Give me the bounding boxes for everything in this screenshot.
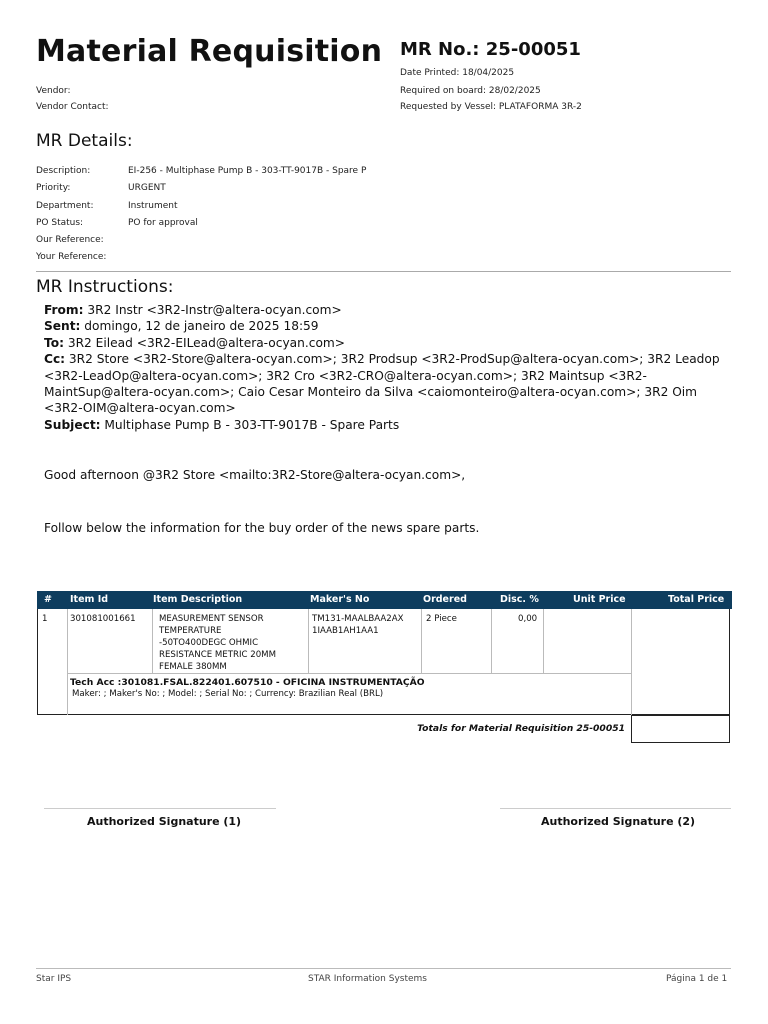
description-line: MEASUREMENT SENSOR bbox=[159, 614, 264, 624]
signature-label-1: Authorized Signature (1) bbox=[87, 815, 242, 828]
row-divider bbox=[67, 673, 631, 674]
row-disc: 0,00 bbox=[518, 614, 538, 624]
requested-by-vessel: Requested by Vessel: PLATAFORMA 3R-2 bbox=[400, 102, 582, 112]
col-divider bbox=[543, 609, 544, 673]
email-sent bbox=[44, 318, 734, 334]
detail-value-description: EI-256 - Multiphase Pump B - 303-TT-9017B - Spare P bbox=[128, 166, 367, 176]
description-line: TEMPERATURE bbox=[159, 626, 222, 636]
to-label: To: bbox=[44, 335, 64, 350]
col-divider bbox=[152, 609, 153, 673]
description-line: FEMALE 380MM bbox=[159, 662, 227, 672]
row-item-id: 301081001661 bbox=[70, 614, 136, 624]
mr-instructions-heading: MR Instructions: bbox=[36, 277, 174, 297]
items-table-header bbox=[37, 591, 732, 609]
email-header bbox=[44, 302, 734, 433]
col-divider bbox=[308, 609, 309, 673]
signature-label-2: Authorized Signature (2) bbox=[541, 815, 696, 828]
vendor-contact-label: Vendor Contact: bbox=[36, 102, 109, 112]
document-title: Material Requisition bbox=[36, 34, 383, 69]
col-header-ordered: Ordered bbox=[423, 594, 467, 605]
email-subject bbox=[44, 417, 734, 433]
sent-label: Sent: bbox=[44, 319, 81, 334]
from-value: 3R2 Instr <3R2-Instr@altera-ocyan.com> bbox=[83, 303, 342, 317]
to-value: 3R2 Eilead <3R2-EILead@altera-ocyan.com> bbox=[63, 335, 345, 350]
col-divider bbox=[67, 609, 68, 715]
col-header-item-description: Item Description bbox=[153, 594, 243, 605]
cc-value: 3R2 Store <3R2-Store@altera-ocyan.com>; 3R2 Prodsup <3R2-ProdSup@altera-ocyan.com>; 3R2 Leadop <3R2-LeadOp@altera-ocyan.com>; 3R2 Cro <3R2-CRO@altera-ocyan.com>; 3R2 Maintsup <3R2-MaintSup@altera-ocyan.com>; Caio Cesar Monteiro da Silva <caiomonteiro@altera-ocyan.com>; 3R2 Oim <3R2-OIM@altera-ocyan.com> bbox=[44, 352, 720, 416]
email-greeting: Good afternoon @3R2 Store <mailto:3R2-Store@altera-ocyan.com>, bbox=[44, 468, 466, 482]
vendor-label: Vendor: bbox=[36, 86, 71, 96]
description-line: -50TO400DEGC OHMIC bbox=[159, 638, 259, 648]
mr-number: MR No.: 25-00051 bbox=[400, 39, 581, 60]
email-cc bbox=[44, 351, 734, 417]
col-header-disc: Disc. % bbox=[500, 594, 539, 605]
col-header-total-price: Total Price bbox=[668, 594, 725, 605]
col-divider bbox=[491, 609, 492, 673]
signature-line-1 bbox=[44, 808, 276, 809]
description-line: RESISTANCE METRIC 20MM bbox=[159, 650, 276, 660]
detail-label-po-status: PO Status: bbox=[36, 218, 84, 228]
section-divider bbox=[36, 271, 731, 272]
col-header-num: # bbox=[44, 594, 52, 605]
detail-label-department: Department: bbox=[36, 201, 94, 211]
col-divider bbox=[421, 609, 422, 673]
footer-divider bbox=[36, 968, 731, 969]
col-divider bbox=[631, 609, 632, 715]
detail-value-po-status: PO for approval bbox=[128, 218, 198, 228]
from-label: From: bbox=[44, 303, 84, 317]
signature-line-2 bbox=[500, 808, 731, 809]
subject-label: Subject: bbox=[44, 417, 101, 432]
email-to bbox=[44, 335, 734, 351]
detail-label-your-reference: Your Reference: bbox=[36, 252, 107, 262]
detail-value-department: Instrument bbox=[128, 201, 178, 211]
tech-details: Maker: ; Maker's No: ; Model: ; Serial No: ; Currency: Brazilian Real (BRL) bbox=[72, 689, 384, 699]
email-from bbox=[44, 302, 734, 318]
col-header-unit-price: Unit Price bbox=[573, 594, 626, 605]
totals-value bbox=[631, 715, 730, 743]
footer-page: Página 1 de 1 bbox=[666, 974, 728, 984]
footer-center: STAR Information Systems bbox=[308, 974, 427, 984]
col-header-makers-no: Maker's No bbox=[310, 594, 370, 605]
detail-label-priority: Priority: bbox=[36, 183, 71, 193]
row-makers-no bbox=[312, 613, 404, 637]
detail-value-priority: URGENT bbox=[128, 183, 166, 193]
mr-details-heading: MR Details: bbox=[36, 131, 133, 151]
required-on-board: Required on board: 28/02/2025 bbox=[400, 86, 541, 96]
footer-left: Star IPS bbox=[36, 974, 72, 984]
makers-no-line: TM131-MAALBAA2AX bbox=[312, 614, 404, 624]
row-ordered: 2 Piece bbox=[426, 614, 457, 624]
totals-label: Totals for Material Requisition 25-00051 bbox=[417, 723, 625, 734]
row-description bbox=[159, 613, 276, 673]
items-table-body bbox=[37, 609, 730, 715]
col-header-item-id: Item Id bbox=[70, 594, 109, 605]
sent-value: domingo, 12 de janeiro de 2025 18:59 bbox=[80, 319, 319, 334]
makers-no-line: 1IAAB1AH1AA1 bbox=[312, 626, 379, 636]
row-num: 1 bbox=[42, 614, 48, 624]
tech-account: Tech Acc :301081.FSAL.822401.607510 - OFICINA INSTRUMENTAÇÃO bbox=[70, 677, 425, 688]
date-printed: Date Printed: 18/04/2025 bbox=[400, 68, 515, 78]
subject-value: Multiphase Pump B - 303-TT-9017B - Spare Parts bbox=[100, 417, 400, 432]
detail-label-our-reference: Our Reference: bbox=[36, 235, 104, 245]
detail-label-description: Description: bbox=[36, 166, 91, 176]
email-body: Follow below the information for the buy order of the news spare parts. bbox=[44, 521, 480, 535]
cc-label: Cc: bbox=[44, 352, 66, 367]
